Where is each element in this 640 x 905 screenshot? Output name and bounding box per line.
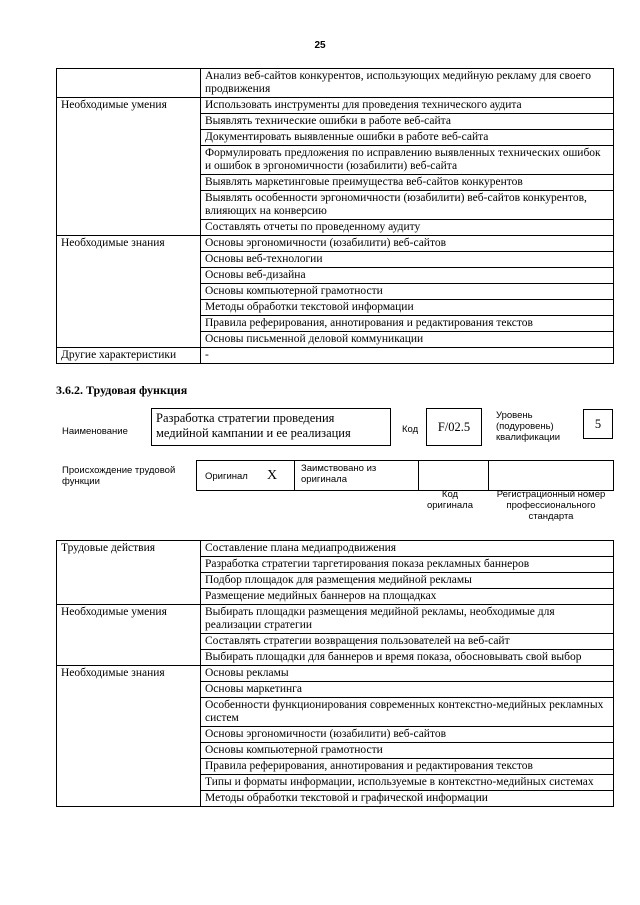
item-cell: Выявлять маркетинговые преимущества веб-сайтов конкурентов <box>201 175 614 191</box>
category-cell: Необходимые умения <box>57 605 201 666</box>
item-cell: Анализ веб-сайтов конкурентов, использующих медийную рекламу для своего продвижения <box>201 69 614 98</box>
divider <box>418 461 419 490</box>
item-cell: Основы письменной деловой коммуникации <box>201 332 614 348</box>
category-cell: Трудовые действия <box>57 541 201 605</box>
category-cell: Необходимые знания <box>57 236 201 348</box>
item-cell: Документировать выявленные ошибки в работе веб-сайта <box>201 130 614 146</box>
level-label: Уровень (подуровень) квалификации <box>496 410 561 443</box>
item-cell: Составлять стратегии возвращения пользователей на веб-сайт <box>201 634 614 650</box>
table-row <box>57 541 614 557</box>
section-heading: 3.6.2. Трудовая функция <box>56 383 188 397</box>
name-label: Наименование <box>62 426 128 437</box>
item-cell: Составлять отчеты по проведенному аудиту <box>201 220 614 236</box>
table-row <box>57 98 614 114</box>
category-cell <box>57 69 201 98</box>
item-cell: Использовать инструменты для проведения технического аудита <box>201 98 614 114</box>
item-cell: Основы рекламы <box>201 666 614 682</box>
item-cell: Составление плана медиапродвижения <box>201 541 614 557</box>
category-cell: Необходимые умения <box>57 98 201 236</box>
item-cell: Правила реферирования, аннотирования и редактирования текстов <box>201 759 614 775</box>
item-cell: Основы маркетинга <box>201 682 614 698</box>
item-cell: Методы обработки текстовой и графической информации <box>201 791 614 807</box>
item-cell: Основы веб-дизайна <box>201 268 614 284</box>
original-label: Оригинал <box>205 471 248 482</box>
divider <box>294 461 295 490</box>
table-row <box>57 348 614 364</box>
item-cell: Формулировать предложения по исправлению выявленных технических ошибок и ошибок в эргономичности (юзабилити) веб-сайта <box>201 146 614 175</box>
origin-box <box>196 460 614 491</box>
requirements-table-bottom <box>56 540 614 807</box>
code-value: F/02.5 <box>437 420 471 434</box>
level-value: 5 <box>594 417 602 431</box>
table-row <box>57 666 614 682</box>
item-cell: Методы обработки текстовой информации <box>201 300 614 316</box>
level-box <box>583 409 613 439</box>
item-cell: Выбирать площадки для баннеров и время показа, обосновывать свой выбор <box>201 650 614 666</box>
origin-label: Происхождение трудовой функции <box>62 465 176 487</box>
divider <box>488 461 489 490</box>
item-cell: Основы веб-технологии <box>201 252 614 268</box>
code-caption: Код оригинала <box>426 489 473 511</box>
function-name-value: Разработка стратегии проведения медийной кампании и ее реализация <box>156 411 351 440</box>
category-cell: Другие характеристики <box>57 348 201 364</box>
item-cell: Типы и форматы информации, используемые в контекстно-медийных системах <box>201 775 614 791</box>
item-cell: Правила реферирования, аннотирования и редактирования текстов <box>201 316 614 332</box>
item-cell: - <box>201 348 614 364</box>
original-mark: X <box>267 468 278 483</box>
table-row <box>57 236 614 252</box>
item-cell: Разработка стратегии таргетирования показа рекламных баннеров <box>201 557 614 573</box>
item-cell: Выбирать площадки размещения медийной рекламы, необходимые для реализации стратегии <box>201 605 614 634</box>
function-name-box <box>151 408 391 446</box>
code-box <box>426 408 482 446</box>
item-cell: Основы компьютерной грамотности <box>201 284 614 300</box>
item-cell: Выявлять особенности эргономичности (юзабилити) веб-сайтов конкурентов, влияющих на конверсию <box>201 191 614 220</box>
requirements-table-top <box>56 68 614 364</box>
item-cell: Основы эргономичности (юзабилити) веб-сайтов <box>201 727 614 743</box>
item-cell: Основы компьютерной грамотности <box>201 743 614 759</box>
page-number: 25 <box>314 40 326 51</box>
reg-caption: Регистрационный номер профессионального стандарта <box>496 489 606 522</box>
table-row <box>57 69 614 98</box>
category-cell: Необходимые знания <box>57 666 201 807</box>
item-cell: Подбор площадок для размещения медийной рекламы <box>201 573 614 589</box>
item-cell: Размещение медийных баннеров на площадках <box>201 589 614 605</box>
code-label: Код <box>402 424 419 435</box>
borrowed-label: Заимствовано из оригинала <box>301 463 377 485</box>
item-cell: Основы эргономичности (юзабилити) веб-сайтов <box>201 236 614 252</box>
item-cell: Выявлять технические ошибки в работе веб-сайта <box>201 114 614 130</box>
table-row <box>57 605 614 634</box>
item-cell: Особенности функционирования современных контекстно-медийных рекламных систем <box>201 698 614 727</box>
